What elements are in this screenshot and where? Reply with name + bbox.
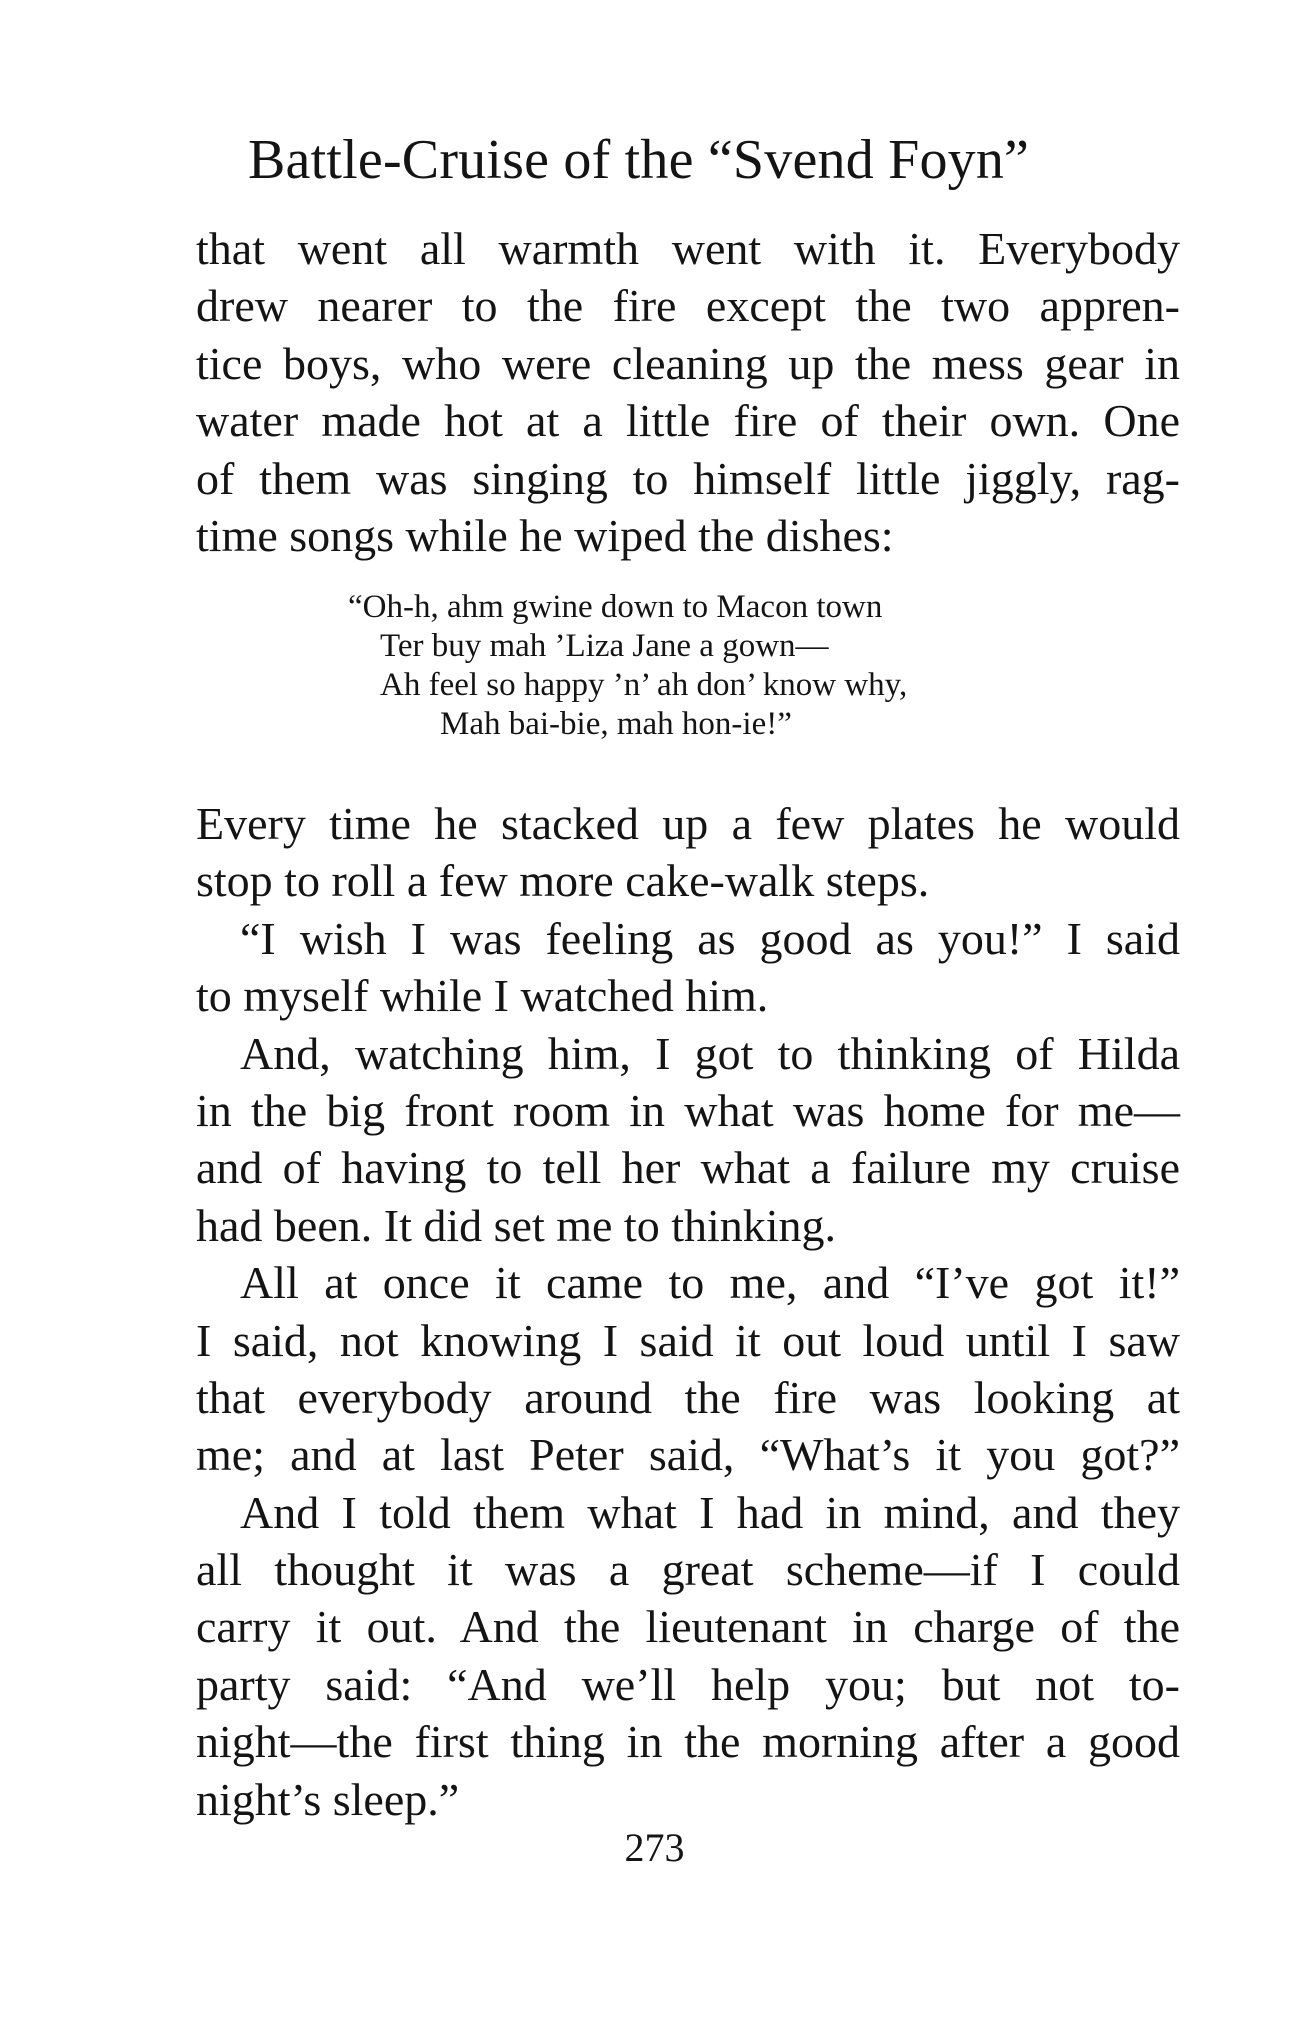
body-text xyxy=(196,795,1180,1828)
verse-line: “Oh-h, ahm gwine down to Macon town xyxy=(348,589,883,625)
text-line: time songs while he wiped the dishes: xyxy=(196,509,894,561)
text-line: drew nearer to the fire except the two appren- xyxy=(196,280,1180,332)
text-line: night—the first thing in the morning after a good xyxy=(196,1716,1180,1768)
text-line: me; and at last Peter said, “What’s it you got?” xyxy=(196,1429,1180,1481)
text-line: to myself while I watched him. xyxy=(196,970,769,1022)
text-line: tice boys, who were cleaning up the mess gear in xyxy=(196,337,1180,389)
text-line: party said: “And we’ll help you; but not to- xyxy=(196,1658,1180,1710)
text-line: had been. It did set me to thinking. xyxy=(196,1199,837,1251)
text-line: stop to roll a few more cake-walk steps. xyxy=(196,855,930,907)
verse-line: Mah bai-bie, mah hon-ie!” xyxy=(440,706,792,742)
page-number: 273 xyxy=(624,1825,685,1870)
verse-line: Ah feel so happy ’n’ ah don’ know why, xyxy=(380,667,908,703)
text-line: that went all warmth went with it. Everybody xyxy=(196,223,1180,274)
text-line: Every time he stacked up a few plates he would xyxy=(196,798,1180,849)
text-line: all thought it was a great scheme—if I could xyxy=(196,1544,1180,1596)
text-line: I said, not knowing I said it out loud until I saw xyxy=(196,1314,1180,1366)
text-line: And I told them what I had in mind, and they xyxy=(240,1486,1180,1538)
text-line: “I wish I was feeling as good as you!” I said xyxy=(240,912,1180,964)
text-line: carry it out. And the lieutenant in charge of the xyxy=(196,1601,1180,1653)
text-line: of them was singing to himself little jiggly, rag- xyxy=(196,452,1180,504)
text-line: that everybody around the fire was looking at xyxy=(196,1371,1180,1423)
running-head: Battle-Cruise of the “Svend Foyn” xyxy=(248,129,1030,191)
text-line: in the big front room in what was home for me— xyxy=(196,1084,1180,1136)
song-verse xyxy=(348,588,907,744)
paragraph-1 xyxy=(196,220,1180,564)
text-line: night’s sleep.” xyxy=(196,1773,460,1825)
text-line: water made hot at a little fire of their own. One xyxy=(196,395,1180,447)
verse-line: Ter buy mah ’Liza Jane a gown— xyxy=(380,628,829,664)
text-line: And, watching him, I got to thinking of Hilda xyxy=(240,1027,1180,1079)
text-line: and of having to tell her what a failure my cruise xyxy=(196,1142,1180,1194)
text-line: All at once it came to me, and “I’ve got it!” xyxy=(240,1257,1180,1309)
